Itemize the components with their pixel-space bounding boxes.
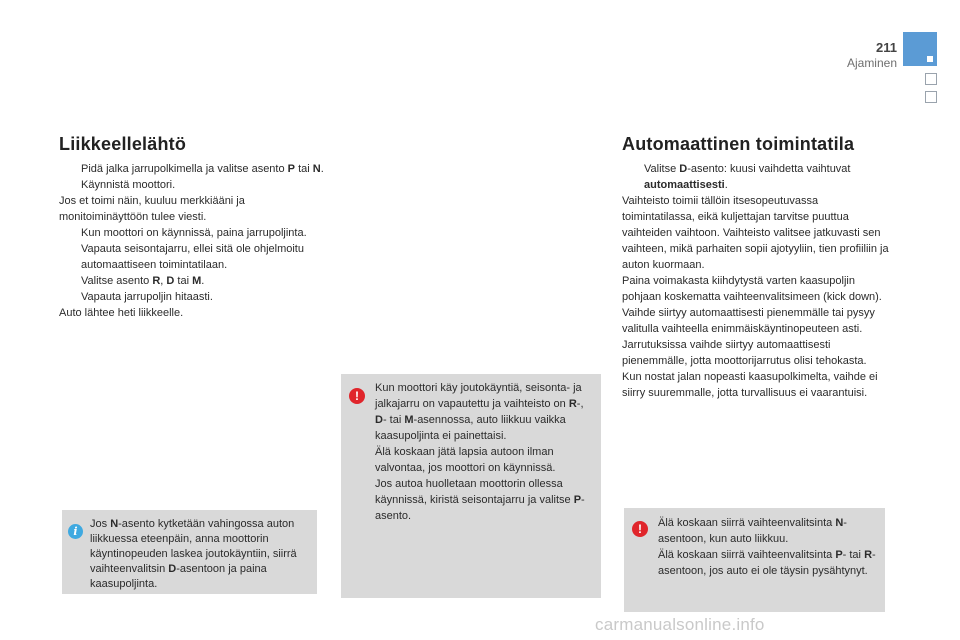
chapter-tab[interactable] <box>925 91 937 103</box>
warning-text: Älä koskaan siirrä vaihteenvalitsinta N-asentoon, kun auto liikkuu. Älä koskaan siirrä vaihteenvalitsinta P- tai R-asentoon, jos auto ei ole täysin pysähtynyt. <box>658 517 876 577</box>
warning-box <box>341 374 601 598</box>
info-text: Jos N-asento kytketään vahingossa auton liikkuessa eteenpäin, anna moottorin käyntinopeuden laskea joutokäyntiin, siirrä vaihteenvalitsin D-asentoon ja paina kaasupoljinta. <box>90 518 297 590</box>
list-item: Valitse D-asento: kuusi vaihdetta vaihtuvat automaattisesti. <box>644 163 851 191</box>
heading-automaattinen-toimintatila: Automaattinen toimintatila <box>622 134 855 154</box>
paragraph: Paina voimakasta kiihdytystä varten kaasupoljin pohjaan koskematta vaihteenvalitsimeen (kick down). Vaihde siirtyy automaattisesti pienemmälle tai pysyy valitulla vaihteella enimmäiskäyntinopeuteen asti. <box>622 275 882 335</box>
list-item: Vapauta seisontajarru, ellei sitä ole ohjelmoitu automaattiseen toimintatilaan. <box>81 243 304 271</box>
watermark: carmanualsonline.info <box>595 615 765 634</box>
list-item: Kun moottori on käynnissä, paina jarrupoljinta. <box>81 227 307 239</box>
info-icon: i <box>68 524 83 539</box>
paragraph: Jos et toimi näin, kuuluu merkkiääni ja monitoiminäyttöön tulee viesti. <box>59 195 245 223</box>
right-column-text <box>622 161 892 401</box>
warning-text: Kun moottori käy joutokäyntiä, seisonta- ja jalkajarru on vapautettu ja vaihteisto on R-, D- tai M-asennossa, auto liikkuu vaikka kaasupoljinta ei painettaisi. Älä koskaan jätä lapsia autoon ilman valvontaa, jos moottori on käynnissä. Jos autoa huolletaan moottorin ollessa käynnissä, kiristä seisontajarru ja valitse P-asento. <box>375 382 585 522</box>
list-item: Vapauta jarrupoljin hitaasti. <box>81 291 213 303</box>
paragraph: Kun nostat jalan nopeasti kaasupolkimelta, vaihde ei siirry suuremmalle, jotta turvallisuus ei vaarantuisi. <box>622 371 878 399</box>
list-item: Käynnistä moottori. <box>81 179 176 191</box>
chapter-tab[interactable] <box>925 73 937 85</box>
heading-liikkeellelahto: Liikkeellelähtö <box>59 134 187 154</box>
page-number: 211 <box>876 40 897 55</box>
paragraph: Vaihteisto toimii tällöin itsesopeutuvassa toimintatilassa, eikä kuljettajan tarvitse puuttua vaihteiden vaihtoon. Vaihteisto valitsee jatkuvasti sen vaihteen, mikä parhaiten sopii ajotyyliin, tien profiiliin ja auton kuormaan. <box>622 195 889 271</box>
warning-icon: ! <box>349 388 365 404</box>
paragraph: Auto lähtee heti liikkeelle. <box>59 307 184 319</box>
warning-box <box>624 508 885 612</box>
list-item: Valitse asento R, D tai M. <box>81 275 205 287</box>
info-box <box>62 510 317 594</box>
list-item: Pidä jalka jarrupolkimella ja valitse asento P tai N. <box>81 163 324 175</box>
section-title: Ajaminen <box>846 56 897 70</box>
paragraph: Jarrutuksissa vaihde siirtyy automaattisesti pienemmälle, jotta moottorijarrutus olisi tehokasta. <box>622 339 867 367</box>
tab-marker-icon <box>927 56 933 62</box>
chapter-tab-active[interactable] <box>903 32 937 66</box>
left-column-text <box>59 161 329 321</box>
warning-icon: ! <box>632 521 648 537</box>
